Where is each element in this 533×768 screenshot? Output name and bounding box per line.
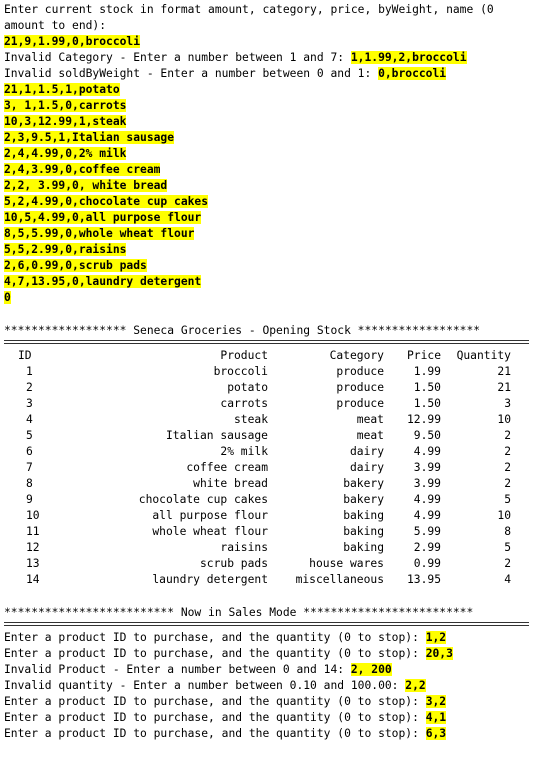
category-error-line <box>4 50 529 66</box>
cell-price: 3.99 <box>413 477 441 490</box>
cell-category: house wares <box>309 557 384 570</box>
cell-price: 4.99 <box>413 509 441 522</box>
user-input: 2,2, 3.99,0, white bread <box>4 179 168 192</box>
user-input: 2,2 <box>405 679 426 692</box>
user-input: 5,2,4.99,0,chocolate cup cakes <box>4 195 209 208</box>
cell-category: produce <box>336 381 384 394</box>
table-row <box>4 444 511 460</box>
table-row <box>4 380 511 396</box>
sales-prompt-line <box>4 646 529 662</box>
user-input: 0 <box>4 291 11 304</box>
user-input: 1,2 <box>425 631 447 644</box>
table-header-row <box>4 348 511 364</box>
cell-price: 3.99 <box>413 461 441 474</box>
cell-product: steak <box>233 413 268 426</box>
cell-product: 2% milk <box>220 445 268 458</box>
user-input: 2,4,4.99,0,2% milk <box>4 147 127 160</box>
stock-entry <box>4 258 529 274</box>
cell-quantity: 2 <box>504 557 511 570</box>
sales-prompt: Enter a product ID to purchase, and the quantity (0 to stop): <box>4 695 426 708</box>
error-message: Invalid soldByWeight - Enter a number between 0 and 1: <box>4 67 379 80</box>
sales-prompt: Enter a product ID to purchase, and the quantity (0 to stop): <box>4 727 426 740</box>
opening-stock-title: ****************** Seneca Groceries - Opening Stock ****************** <box>4 324 481 337</box>
table-row <box>4 476 511 492</box>
cell-id: 4 <box>26 413 33 426</box>
cell-product: laundry detergent <box>152 573 268 586</box>
sales-prompt-line <box>4 710 529 726</box>
cell-price: 1.50 <box>413 397 441 410</box>
cell-id: 10 <box>26 509 40 522</box>
cell-id: 9 <box>26 493 33 506</box>
cell-id: 2 <box>26 381 33 394</box>
user-input: 8,5,5.99,0,whole wheat flour <box>4 227 195 240</box>
cell-quantity: 3 <box>504 397 511 410</box>
user-input: 4,7,13.95,0,laundry detergent <box>4 275 202 288</box>
cell-product: all purpose flour <box>152 509 268 522</box>
weight-error-line <box>4 66 529 82</box>
stock-entry <box>4 226 529 242</box>
user-input: 21,9,1.99,0,broccoli <box>4 35 141 48</box>
column-header-price: Price <box>406 349 441 362</box>
stock-entry <box>4 194 529 210</box>
cell-quantity: 2 <box>504 429 511 442</box>
table-row <box>4 572 511 588</box>
invalid-product-line <box>4 662 529 678</box>
cell-quantity: 5 <box>504 493 511 506</box>
cell-id: 8 <box>26 477 33 490</box>
sales-mode-title: ************************* Now in Sales Mode ************************* <box>4 606 474 619</box>
double-rule <box>4 339 529 346</box>
cell-id: 11 <box>26 525 40 538</box>
cell-category: produce <box>336 365 384 378</box>
cell-category: bakery <box>343 493 384 506</box>
console-output <box>4 2 529 742</box>
table-row <box>4 428 511 444</box>
cell-quantity: 10 <box>497 413 511 426</box>
cell-category: bakery <box>343 477 384 490</box>
error-message: Invalid quantity - Enter a number between 0.10 and 100.00: <box>4 679 406 692</box>
stock-entry <box>4 290 529 306</box>
user-input: 3, 1,1.5,0,carrots <box>4 99 127 112</box>
cell-category: baking <box>343 525 384 538</box>
stock-prompt-line-1: Enter current stock in format amount, category, price, byWeight, name (0 <box>4 3 494 16</box>
user-input: 5,5,2.99,0,raisins <box>4 243 127 256</box>
cell-quantity: 4 <box>504 573 511 586</box>
cell-product: white bread <box>193 477 268 490</box>
user-input: 10,3,12.99,1,steak <box>4 115 127 128</box>
stock-entry <box>4 210 529 226</box>
cell-product: Italian sausage <box>165 429 268 442</box>
cell-id: 5 <box>26 429 33 442</box>
cell-product: broccoli <box>213 365 268 378</box>
cell-category: meat <box>356 429 384 442</box>
user-input: 20,3 <box>425 647 453 660</box>
table-row <box>4 492 511 508</box>
cell-id: 6 <box>26 445 33 458</box>
sales-prompt-line <box>4 726 529 742</box>
user-input: 6,3 <box>425 727 447 740</box>
cell-quantity: 2 <box>504 461 511 474</box>
stock-entry <box>4 162 529 178</box>
table-row <box>4 508 511 524</box>
user-input: 4,1 <box>425 711 447 724</box>
cell-quantity: 2 <box>504 477 511 490</box>
cell-category: miscellaneous <box>295 573 384 586</box>
user-input: 3,2 <box>425 695 447 708</box>
cell-quantity: 2 <box>504 445 511 458</box>
sales-prompt-line <box>4 694 529 710</box>
cell-product: coffee cream <box>186 461 268 474</box>
stock-entry <box>4 242 529 258</box>
cell-quantity: 21 <box>497 381 511 394</box>
cell-product: whole wheat flour <box>152 525 268 538</box>
cell-quantity: 21 <box>497 365 511 378</box>
opening-stock-table <box>4 348 511 588</box>
stock-entry <box>4 178 529 194</box>
table-row <box>4 540 511 556</box>
user-input: 2, 200 <box>350 663 392 676</box>
column-header-category: Category <box>329 349 384 362</box>
cell-category: meat <box>356 413 384 426</box>
cell-category: baking <box>343 541 384 554</box>
sales-prompt-line <box>4 630 529 646</box>
error-message: Invalid Category - Enter a number between 1 and 7: <box>4 51 351 64</box>
cell-product: raisins <box>220 541 268 554</box>
column-header-product: Product <box>220 349 268 362</box>
cell-product: potato <box>227 381 268 394</box>
cell-id: 14 <box>26 573 40 586</box>
user-input: 21,1,1.5,1,potato <box>4 83 120 96</box>
column-header-quantity: Quantity <box>456 349 511 362</box>
cell-product: scrub pads <box>199 557 268 570</box>
cell-price: 5.99 <box>413 525 441 538</box>
stock-entry <box>4 114 529 130</box>
cell-id: 3 <box>26 397 33 410</box>
table-row <box>4 460 511 476</box>
stock-entries <box>4 82 529 306</box>
cell-category: dairy <box>349 461 384 474</box>
cell-category: dairy <box>349 445 384 458</box>
table-row <box>4 412 511 428</box>
user-input: 1,1.99,2,broccoli <box>350 51 467 64</box>
sales-log <box>4 630 529 742</box>
user-input: 2,6,0.99,0,scrub pads <box>4 259 147 272</box>
cell-id: 12 <box>26 541 40 554</box>
sales-prompt: Enter a product ID to purchase, and the quantity (0 to stop): <box>4 631 426 644</box>
cell-quantity: 8 <box>504 525 511 538</box>
user-input: 2,4,3.99,0,coffee cream <box>4 163 161 176</box>
table-row <box>4 396 511 412</box>
stock-entry <box>4 274 529 290</box>
user-input: 10,5,4.99,0,all purpose flour <box>4 211 202 224</box>
stock-entry <box>4 130 529 146</box>
cell-price: 2.99 <box>413 541 441 554</box>
cell-price: 4.99 <box>413 493 441 506</box>
cell-quantity: 5 <box>504 541 511 554</box>
double-rule <box>4 621 529 628</box>
table-row <box>4 524 511 540</box>
cell-price: 0.99 <box>413 557 441 570</box>
cell-id: 1 <box>26 365 33 378</box>
stock-prompt-line-2: amount to end): <box>4 19 107 32</box>
cell-price: 1.99 <box>413 365 441 378</box>
cell-product: chocolate cup cakes <box>138 493 268 506</box>
table-row <box>4 364 511 380</box>
stock-entry <box>4 146 529 162</box>
column-header-id: ID <box>18 349 32 362</box>
cell-category: baking <box>343 509 384 522</box>
cell-price: 1.50 <box>413 381 441 394</box>
stock-entry <box>4 34 529 50</box>
stock-entry <box>4 98 529 114</box>
stock-entry <box>4 82 529 98</box>
user-input: 2,3,9.5,1,Italian sausage <box>4 131 175 144</box>
sales-prompt: Enter a product ID to purchase, and the quantity (0 to stop): <box>4 711 426 724</box>
cell-price: 12.99 <box>406 413 441 426</box>
table-row <box>4 556 511 572</box>
invalid-quantity-line <box>4 678 529 694</box>
cell-price: 4.99 <box>413 445 441 458</box>
sales-prompt: Enter a product ID to purchase, and the quantity (0 to stop): <box>4 647 426 660</box>
cell-category: produce <box>336 397 384 410</box>
user-input: 0,broccoli <box>378 67 447 80</box>
error-message: Invalid Product - Enter a number between 0 and 14: <box>4 663 351 676</box>
cell-price: 9.50 <box>413 429 441 442</box>
cell-id: 13 <box>26 557 40 570</box>
cell-id: 7 <box>26 461 33 474</box>
cell-quantity: 10 <box>497 509 511 522</box>
cell-price: 13.95 <box>406 573 441 586</box>
cell-product: carrots <box>220 397 268 410</box>
